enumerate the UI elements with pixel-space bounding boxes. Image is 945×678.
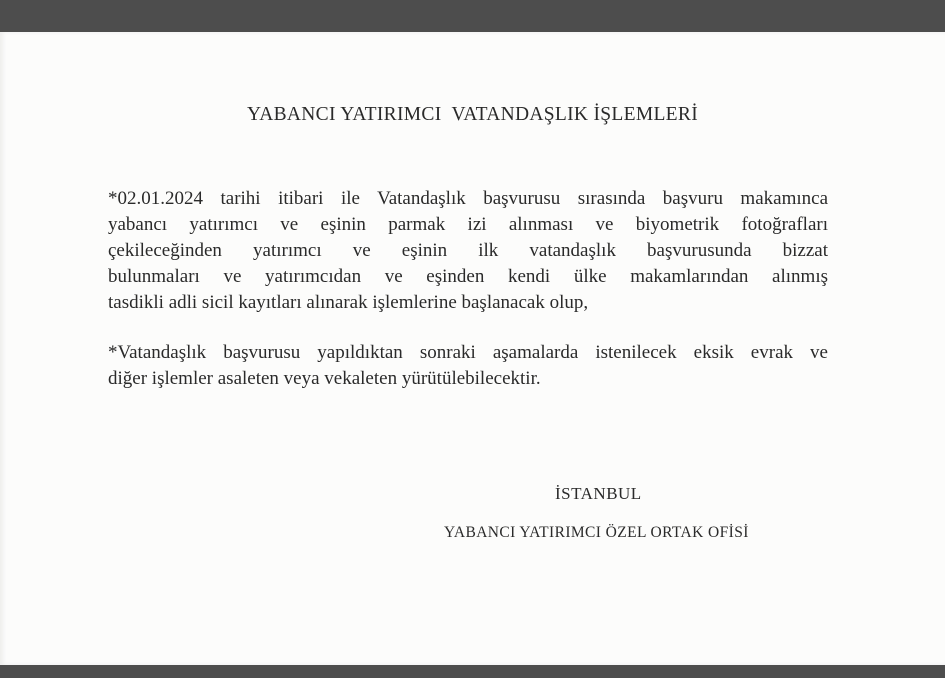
paragraph-biometric-requirement (108, 186, 828, 316)
paragraph-line: *Vatandaşlık başvurusu yapıldıktan sonraki aşamalarda istenilecek eksik evrak ve (108, 342, 828, 363)
document-page (0, 32, 945, 665)
paragraph-line: *02.01.2024 tarihi itibari ile Vatandaşlık başvurusu sırasında başvuru makamınca (108, 188, 828, 209)
document-title: YABANCI YATIRIMCI VATANDAŞLIK İŞLEMLERİ (246, 104, 698, 125)
paragraph-line: yabancı yatırımcı ve eşinin parmak izi alınması ve biyometrik fotoğrafları (108, 214, 828, 235)
paragraph-line: bulunmaları ve yatırımcıdan ve eşinden kendi ülke makamlarından alınmış (108, 266, 828, 287)
paragraph-line: diğer işlemler asaleten veya vekaleten yürütülebilecektir. (108, 368, 541, 389)
signature-city: İSTANBUL (555, 484, 642, 503)
paragraph-proxy-procedures (108, 340, 828, 392)
paragraph-line: çekileceğinden yatırımcı ve eşinin ilk vatandaşlık başvurusunda bizzat (108, 240, 828, 261)
signature-office: YABANCI YATIRIMCI ÖZEL ORTAK OFİSİ (444, 524, 749, 541)
paragraph-line: tasdikli adli sicil kayıtları alınarak işlemlerine başlanacak olup, (108, 292, 589, 313)
